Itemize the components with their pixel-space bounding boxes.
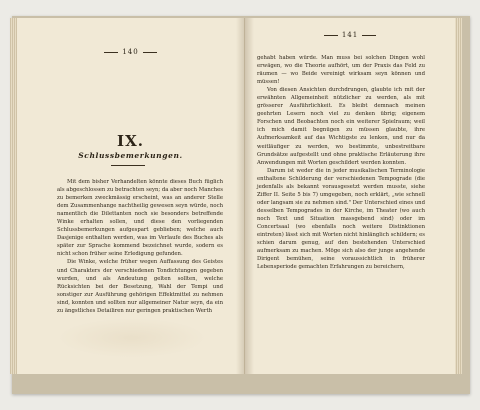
paragraph: Die Winke, welche früher wegen Auffassung des Geistes und Charakters der verschiedenen Tondichtungen gegeben wurden, und als Andeutung gelten sollten, welche Rücksichten bei der Besetzung, Wahl der Tempi und sonstiger zur Ausführung gehörigen Effektmittel zu nehmen sind, konnten und sollten nur allgemeiner Natur seyn, da ein zu ängstliches Detailiren nur geringen praktischen Werth <box>57 259 223 314</box>
paragraph: Von diesen Ansichten durchdrungen, glaubte ich mit der erwähnten Allgemeinheit nützlicher zu werden, als mit grösserer Ausführlichkeit. Es bleibt demnach meinen geehrten Lesern noch viel zu denken übrig; eigenem Forschen und Beobachten noch ein weiterer Spielraum; weil ich mich damit begnügen zu müssen glaubte, ihre Aufmerksamkeit auf das Wichtigste zu lenken, und nur da weitläufiger zu werden, wo bestimmte, unbestreitbare Grundsätze aufgestellt und ohne praktische Erläuterung ihre Anwendungen mit Worten geschildert werden konnten. <box>257 87 425 166</box>
paragraph: gehabt haben würde. Man muss bei solchen Dingen wohl erwägen, wo die Theorie aufhört, um der Praxis das Feld zu räumen — wo Beide vereinigt wirksam seyn können und müssen! <box>257 55 425 86</box>
chapter-divider <box>111 165 145 166</box>
left-page-number-rule-after <box>143 52 157 53</box>
right-page-number-rule-after <box>362 35 376 36</box>
paragraph: Darum ist weder die in jeder musikalischen Terminologie enthaltene Schilderung der verschiedenen Tempograde (die jedenfalls als bekannt vorausgesetzt werden musste, siehe Ziffer II. Seite 5 bis 7) umgegeben, noch erklärt, „wie schnell oder langsam sie zu nehmen sind." Der Unterschied eines und desselben Tempogrades in der Kirche, im Theater (wo auch noch Text und Situation massgebend sind) oder im Concertsaal (wo ebenfalls noch weitere Distinktionen eintreten) lässt sich mit Worten nicht hinlänglich schildern; es schien darum genug, auf den bestehenden Unterschied aufmerksam zu machen. Möge sich also der junge angehende Dirigent bemühen, seine voraussichtlich in früherer Lebensperiode gemachten Erfahrungen zu bereichern, <box>257 167 425 271</box>
left-page-number-text: 140 <box>122 48 139 56</box>
chapter-title: Schlussbemerkungen. <box>78 151 183 160</box>
right-page-number-text: 141 <box>341 31 359 39</box>
left-page-number <box>17 48 244 56</box>
right-page-number <box>245 31 455 39</box>
page-edges-right <box>455 18 462 374</box>
left-page <box>17 18 245 374</box>
right-page <box>245 18 455 374</box>
page-edges-left <box>10 18 17 374</box>
left-page-number-rule-before <box>104 52 118 53</box>
chapter-numeral: IX. <box>117 132 144 150</box>
paragraph: Mit dem bisher Verhandelten könnte dieses Buch füglich als abgeschlossen zu betrachten seyn; da aber noch Manches zu bemerken zweckmässig erscheint, was an anderer Stelle dem Zusammenhange nachtheilig gewesen seyn würde, noch namentlich die Dilettanten noch sie besonders betreffende Winke erhalten sollen, und diese den vorliegenden Schlussbemerkungen aufgespart geblieben; welche auch Dasjenige enthalten werden, was im Verlaufe des Buches als später zur Sprache kommend bezeichnet wurde, sodern es nicht schon früher seine Erledigung gefunden. <box>57 179 223 258</box>
right-page-body <box>257 54 425 271</box>
paper-stain <box>57 318 207 358</box>
left-page-body <box>57 178 223 315</box>
right-page-number-rule-before <box>324 35 338 36</box>
